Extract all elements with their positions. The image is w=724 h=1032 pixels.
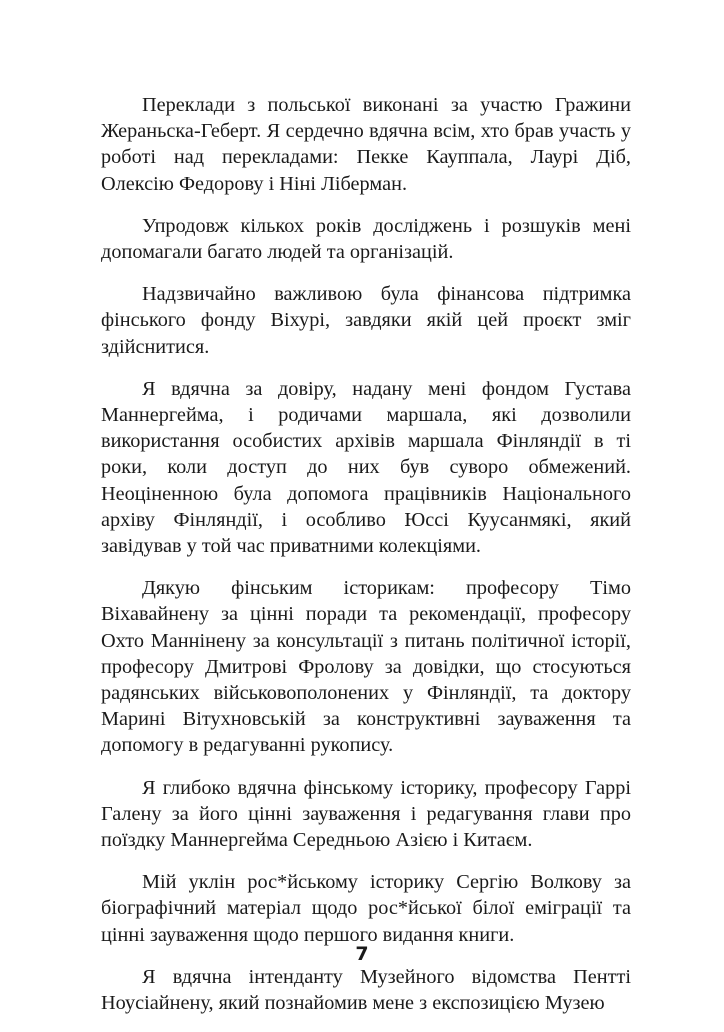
- paragraph-mannerheim-foundation: Я вдячна за довіру, надану мені фондом Густава Маннергейма, і родичами маршала, які дозволили використання особистих архівів маршала Фінляндії в ті роки, коли доступ до них був суворо обмежений. Неоціненною була допомога працівників Національного архіву Фінляндії, і особливо Юссі Куусанмякі, який завідував у той час приватними колекціями.: [101, 377, 631, 558]
- paragraph-finnish-historians: Дякую фінським історикам: професору Тімо Віхавайнену за цінні поради та рекомендації, професору Охто Маннінену за консультації з питань політичної історії, професору Дмитрові Фролову за довідки, що стосуються радянських військовополонених у Фінляндії, та доктору Марині Вітухновській за конструктивні зауваження та допомогу в редагуванні рукопису.: [101, 577, 631, 757]
- paragraph-funding: Надзвичайно важливою була фінансова підтримка фінського фонду Віхурі, завдяки якій цей проєкт зміг здійснитися.: [101, 283, 631, 358]
- paragraph-harry-halen: Я глибоко вдячна фінському історику, професору Гаррі Галену за його цінні зауваження і редагування глави про поїздку Маннергейма Середньою Азією і Китаєм.: [101, 776, 631, 852]
- paragraph-museum: Я вдячна інтенданту Музейного відомства Пентті Ноусіайнену, який познайомив мене з експозицією Музею: [101, 965, 631, 1015]
- paragraph-help: Упродовж кількох років досліджень і розшуків мені допомагали багато людей та організацій.: [101, 214, 631, 264]
- paragraph-volkov: Мій уклін рос*йському історику Сергію Волкову за біографічний матеріал щодо рос*йської білої еміграції та цінні зауваження щодо першого видання книги.: [101, 871, 631, 946]
- paragraph-translations: Переклади з польської виконані за участю Гражини Жераньска-Геберт. Я сердечно вдячна всім, хто брав участь у роботі над перекладами: Пекке Кауппала, Лаурі Діб, Олексію Федорову і Ніні Ліберман.: [101, 94, 631, 195]
- page-number: 7: [355, 943, 369, 965]
- text-body: [101, 92, 631, 1032]
